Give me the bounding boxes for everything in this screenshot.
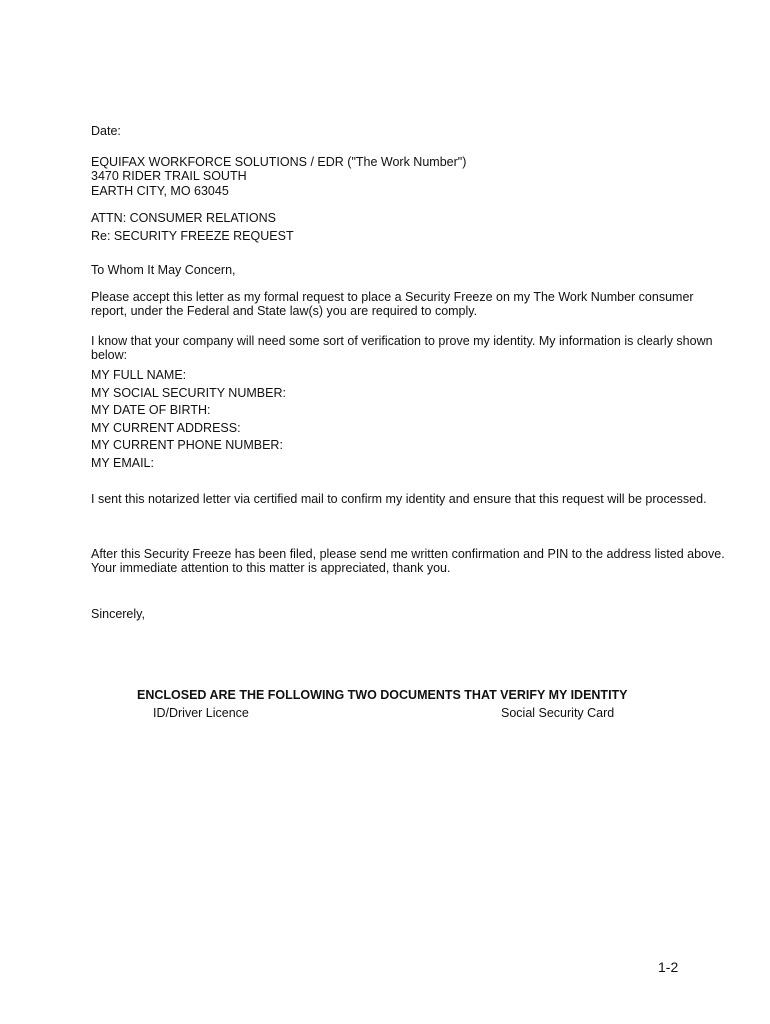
re-line: Re: SECURITY FREEZE REQUEST [91,229,294,243]
field-full-name: MY FULL NAME: [91,368,187,382]
recipient-line-3: EARTH CITY, MO 63045 [91,184,229,198]
paragraph-verification: I know that your company will need some sort of verification to prove my identity. My information is clearly shown below: [91,334,713,362]
enclosed-heading: ENCLOSED ARE THE FOLLOWING TWO DOCUMENTS THAT VERIFY MY IDENTITY [137,688,628,702]
field-address: MY CURRENT ADDRESS: [91,421,241,435]
attn-line: ATTN: CONSUMER RELATIONS [91,211,276,225]
field-dob: MY DATE OF BIRTH: [91,403,211,417]
enclosed-doc-ssc: Social Security Card [501,706,615,720]
paragraph-confirmation: After this Security Freeze has been filed, please send me written confirmation and PIN to the address listed above. Your immediate attention to this matter is appreciated, thank you. [91,547,725,575]
page-number: 1-2 [658,959,679,975]
enclosed-doc-id: ID/Driver Licence [153,706,249,720]
recipient-line-1: EQUIFAX WORKFORCE SOLUTIONS / EDR ("The Work Number") [91,155,467,169]
closing: Sincerely, [91,607,145,621]
field-email: MY EMAIL: [91,456,154,470]
paragraph-request: Please accept this letter as my formal request to place a Security Freeze on my The Work Number consumer report, under the Federal and State law(s) you are required to comply. [91,290,694,318]
recipient-line-2: 3470 RIDER TRAIL SOUTH [91,169,247,183]
salutation: To Whom It May Concern, [91,263,236,277]
paragraph-notarized: I sent this notarized letter via certified mail to confirm my identity and ensure that this request will be processed. [91,492,707,506]
field-phone: MY CURRENT PHONE NUMBER: [91,438,283,452]
date-label: Date: [91,124,121,138]
field-ssn: MY SOCIAL SECURITY NUMBER: [91,386,286,400]
